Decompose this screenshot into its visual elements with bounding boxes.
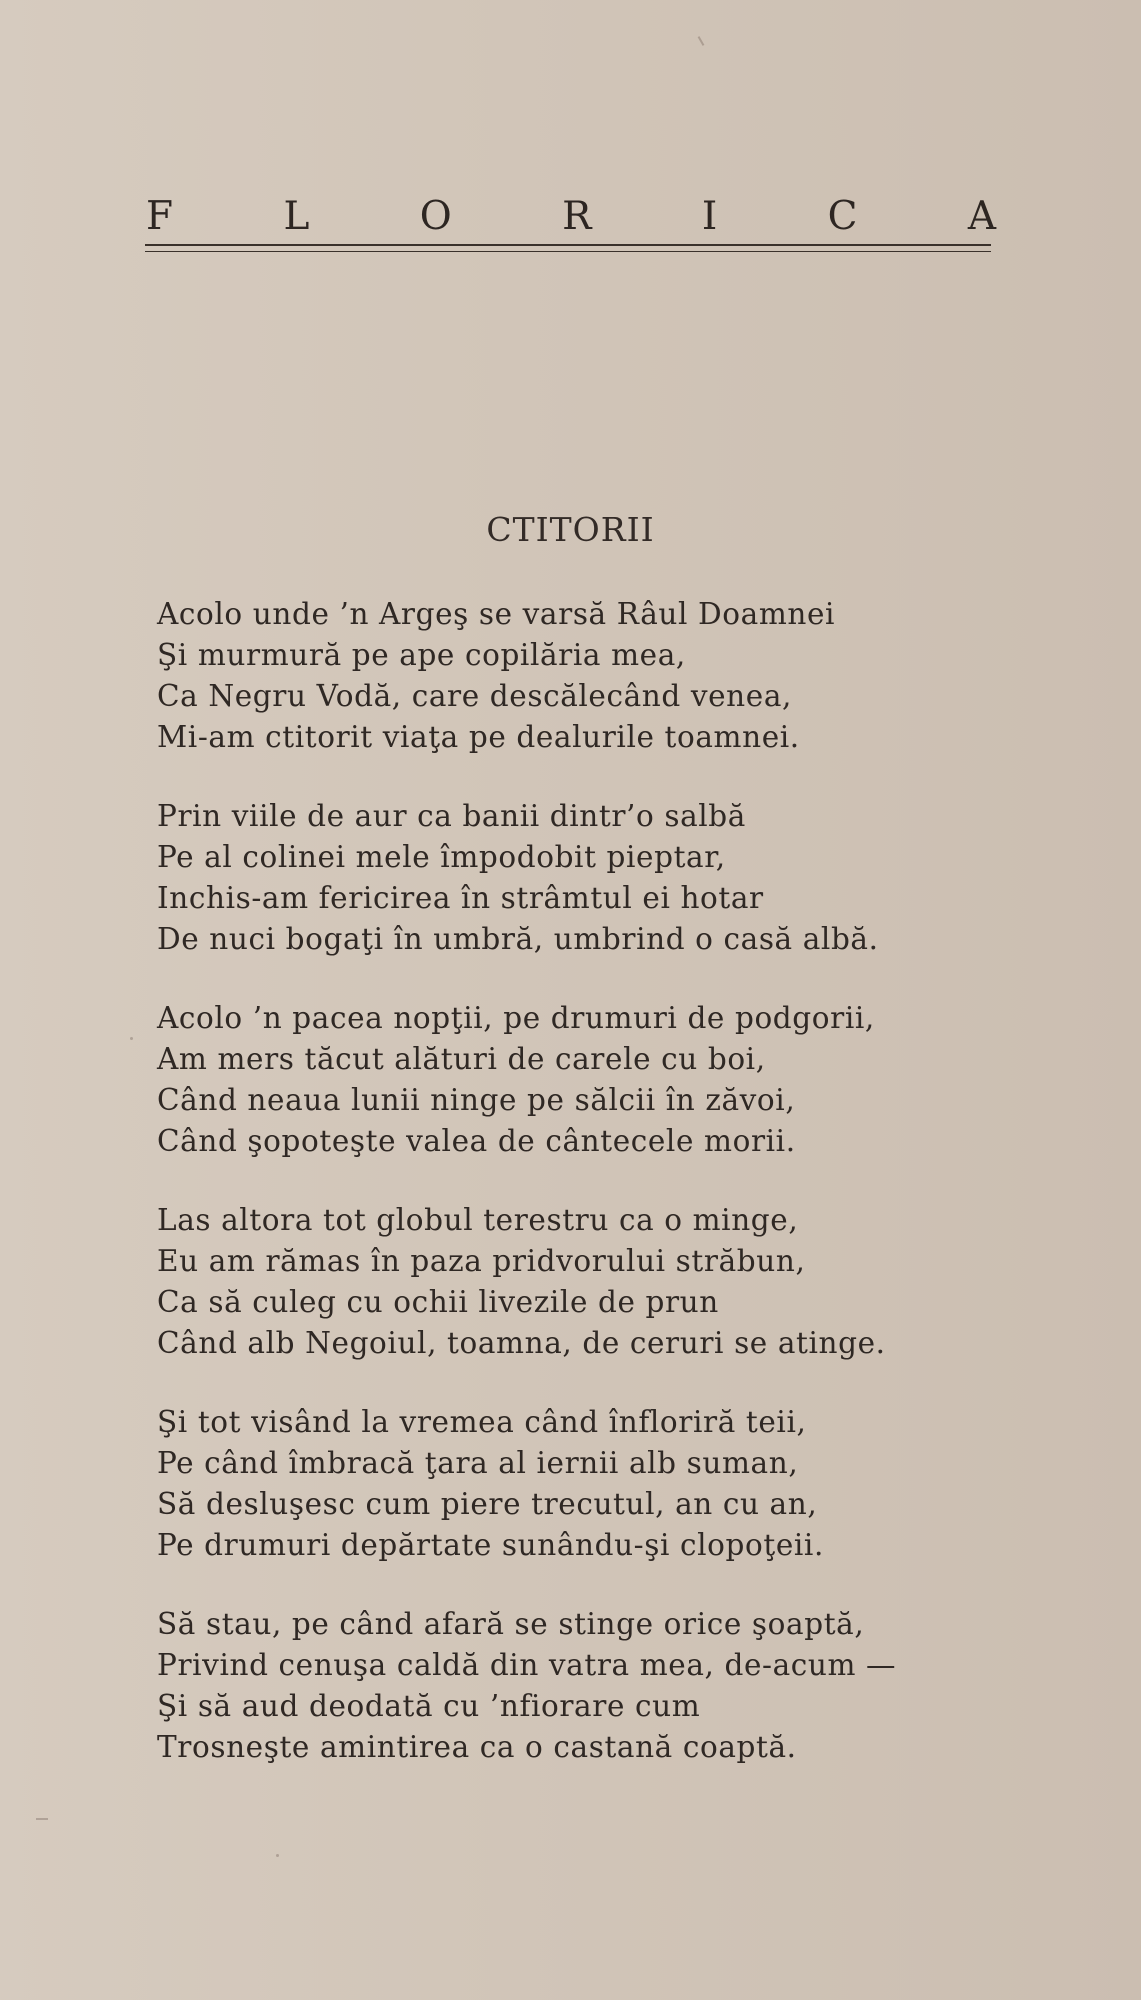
poem-line: Şi murmură pe ape copilăria mea,	[157, 638, 686, 672]
poem-line: Acolo ’n pacea nopţii, pe drumuri de podgorii,	[157, 1001, 875, 1035]
header-letter: A	[967, 194, 996, 239]
poem-line: Să stau, pe când afară se stinge orice şoaptă,	[157, 1607, 865, 1641]
header-letter: L	[283, 194, 310, 239]
poem-line: Privind cenuşa caldă din vatra mea, de-acum —	[157, 1648, 897, 1682]
poem-line: Am mers tăcut alături de carele cu boi,	[157, 1042, 766, 1076]
header-letter: I	[701, 194, 718, 239]
poem-line: Să desluşesc cum piere trecutul, an cu an,	[157, 1487, 818, 1521]
paper-speck	[130, 1037, 133, 1040]
stanza	[157, 1200, 1037, 1364]
poem-line: Pe al colinei mele împodobit pieptar,	[157, 840, 726, 874]
stanza	[157, 998, 1037, 1162]
stanza	[157, 796, 1037, 960]
poem-line: Când şopoteşte valea de cântecele morii.	[157, 1124, 796, 1158]
header-letter: F	[146, 194, 174, 239]
poem-body	[157, 594, 1037, 1806]
stanza	[157, 1604, 1037, 1768]
poem-line: Mi-am ctitorit viaţa pe dealurile toamnei.	[157, 720, 800, 754]
poem-line: Prin viile de aur ca banii dintr’o salbă	[157, 799, 746, 833]
poem-line: Inchis-am fericirea în strâmtul ei hotar	[157, 881, 764, 915]
paper-speck	[36, 1818, 48, 1820]
poem-line: Trosneşte amintirea ca o castană coaptă.	[157, 1730, 797, 1764]
poem-line: Pe când îmbracă ţara al iernii alb suman,	[157, 1446, 799, 1480]
poem-line: Las altora tot globul terestru ca o minge,	[157, 1203, 799, 1237]
poem-line: Când alb Negoiul, toamna, de ceruri se atinge.	[157, 1326, 886, 1360]
header-letter: R	[562, 194, 592, 239]
paper-speck	[276, 1854, 279, 1857]
poem-line: Şi tot visând la vremea când înfloriră teii,	[157, 1405, 807, 1439]
poem-line: Acolo unde ’n Argeş se varsă Râul Doamnei	[157, 597, 836, 631]
poem-line: Ca Negru Vodă, care descălecând venea,	[157, 679, 792, 713]
poem-line: Când neaua lunii ninge pe sălcii în zăvoi,	[157, 1083, 796, 1117]
poem-title: CTITORII	[486, 510, 655, 549]
stanza	[157, 594, 1037, 758]
header-letter: O	[419, 194, 452, 239]
header-rule-top	[145, 244, 991, 246]
header-rule-bottom	[145, 251, 991, 252]
paper-speck	[698, 36, 705, 46]
poem-line: Ca să culeg cu ochii livezile de prun	[157, 1285, 719, 1319]
stanza	[157, 1402, 1037, 1566]
poem-line: Pe drumuri depărtate sunându-şi clopoţeii.	[157, 1528, 824, 1562]
running-header	[146, 190, 996, 239]
poem-line: De nuci bogaţi în umbră, umbrind o casă albă.	[157, 922, 879, 956]
header-letter: C	[827, 194, 858, 239]
poem-line: Eu am rămas în paza pridvorului străbun,	[157, 1244, 806, 1278]
poem-line: Şi să aud deodată cu ’nfiorare cum	[157, 1689, 701, 1723]
